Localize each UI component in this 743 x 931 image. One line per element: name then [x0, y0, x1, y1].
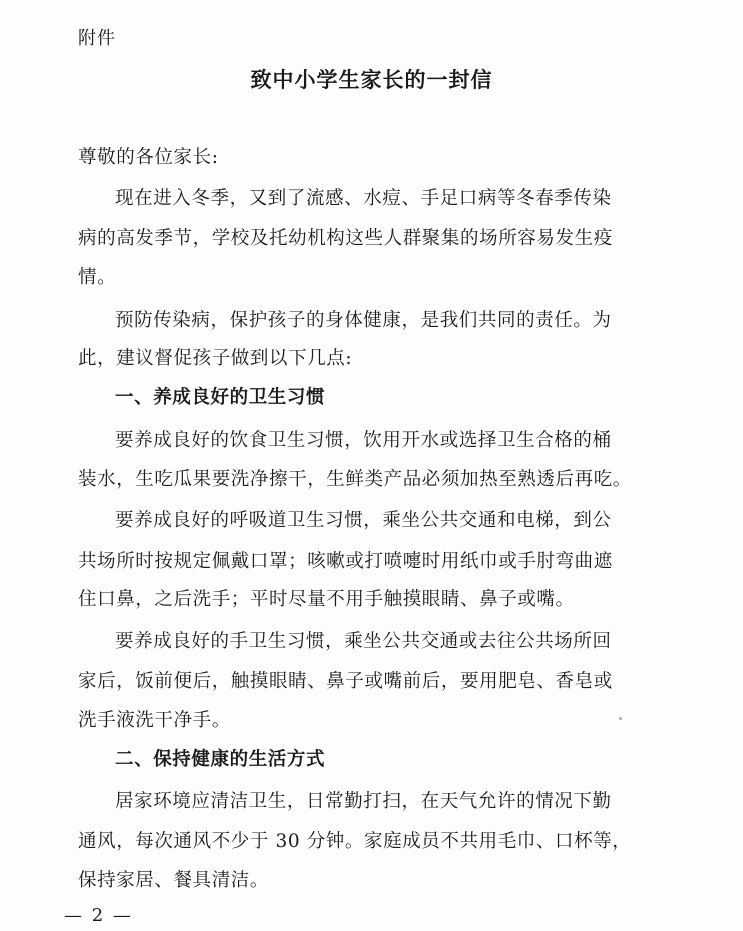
- paragraph-line: 此，建议督促孩子做到以下几点:: [78, 348, 353, 369]
- section-heading-hygiene: 一、养成良好的卫生习惯: [115, 387, 326, 408]
- paragraph-line: 通风，每次通风不少于 30 分钟。家庭成员不共用毛巾、口杯等，: [78, 831, 632, 852]
- paragraph-line: 保持家居、餐具清洁。: [78, 870, 270, 891]
- paragraph-line: 情。: [78, 267, 117, 288]
- paragraph-line: 现在进入冬季，又到了流感、水痘、手足口病等冬春季传染: [115, 188, 612, 209]
- paragraph-line: 居家环境应清洁卫生，日常勤打扫，在天气允许的情况下勤: [115, 791, 612, 812]
- letter-title: 致中小学生家长的一封信: [250, 68, 493, 92]
- paragraph-line: 预防传染病，保护孩子的身体健康，是我们共同的责任。为: [115, 310, 612, 331]
- attachment-label: 附件: [78, 28, 116, 49]
- paragraph-line: 要养成良好的呼吸道卫生习惯，乘坐公共交通和电梯，到公: [115, 510, 612, 531]
- paragraph-line: 洗手液洗干净手。: [78, 710, 231, 731]
- paragraph-line: 要养成良好的饮食卫生习惯，饮用开水或选择卫生合格的桶: [115, 430, 612, 451]
- paragraph-line: 住口鼻，之后洗手；平时尽量不用手触摸眼睛、鼻子或嘴。: [78, 589, 575, 610]
- paragraph-line: 病的高发季节，学校及托幼机构这些人群聚集的场所容易发生疫: [78, 228, 613, 249]
- paragraph-line: 家后，饭前便后，触摸眼睛、鼻子或嘴前后，要用肥皂、香皂或: [78, 671, 613, 692]
- section-heading-lifestyle: 二、保持健康的生活方式: [115, 749, 326, 770]
- scan-speck: [619, 717, 622, 720]
- page-number: — 2 —: [64, 905, 133, 926]
- paragraph-line: 共场所时按规定佩戴口罩；咳嗽或打喷嚏时用纸巾或手肘弯曲遮: [78, 551, 613, 572]
- salutation: 尊敬的各位家长:: [78, 147, 219, 168]
- paragraph-line: 要养成良好的手卫生习惯，乘坐公共交通或去往公共场所回: [115, 631, 612, 652]
- paragraph-line: 装水，生吃瓜果要洗净擦干，生鲜类产品必须加热至熟透后再吃。: [78, 469, 632, 490]
